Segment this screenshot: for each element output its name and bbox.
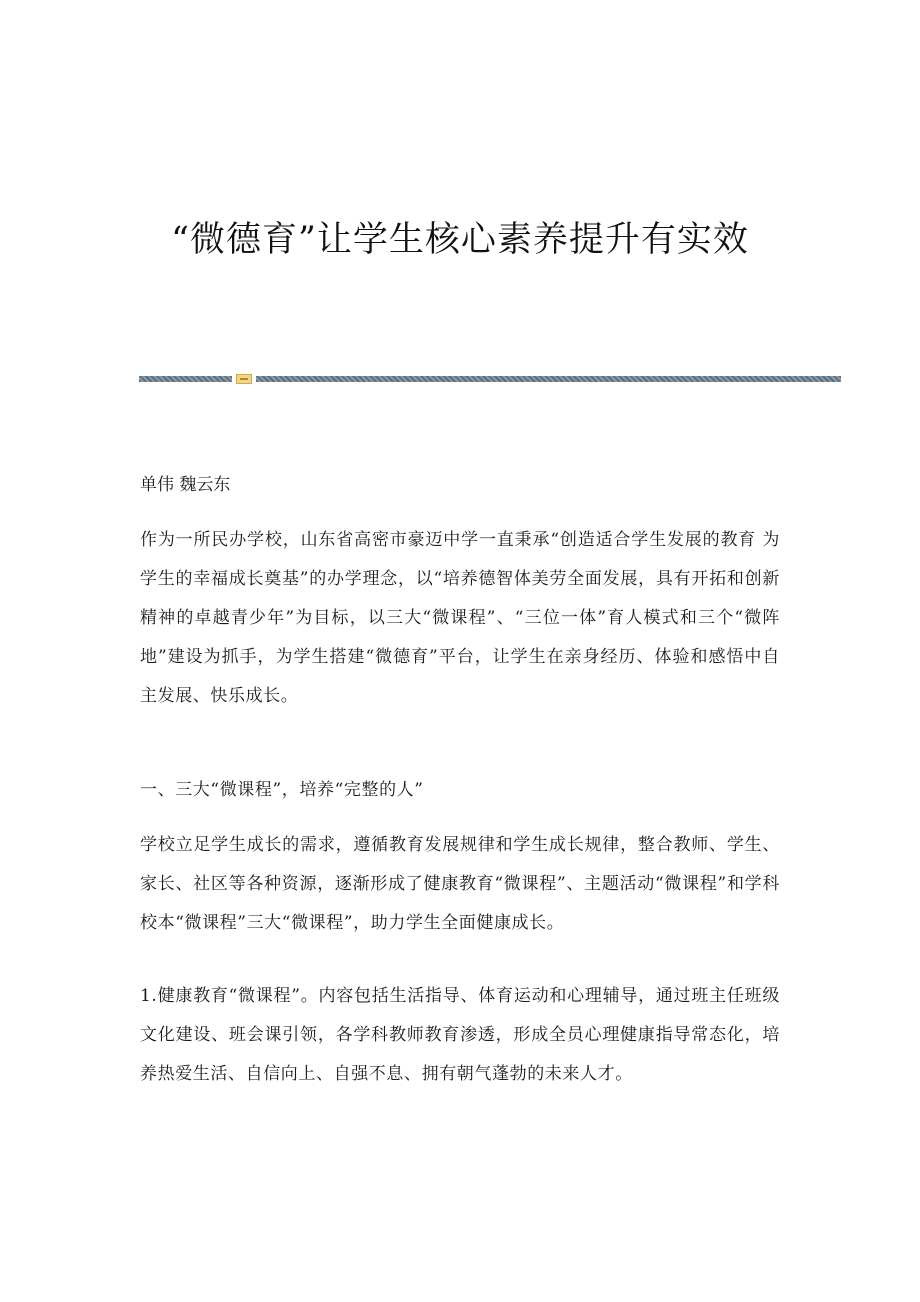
title-divider — [139, 374, 841, 384]
section-heading: 一、三大“微课程”，培养“完整的人” — [140, 780, 424, 800]
intro-paragraph: 作为一所民办学校，山东省高密市豪迈中学一直秉承“创造适合学生发展的教育 为学生的幸福成长奠基”的办学理念，以“培养德智体美劳全面发展，具有开拓和创新精神的卓越青少年”为目标，以三大“微课程”、“三位一体”育人模式和三个“微阵地”建设为抓手，为学生搭建“微德育”平台，让学生在亲身经历、体验和感悟中自主发展、快乐成长。 — [140, 530, 780, 706]
document-title: “微德育”让学生核心素养提升有实效 — [171, 220, 749, 260]
ornament-icon — [236, 374, 252, 384]
divider-bar-right — [256, 376, 841, 382]
body-paragraph-health: 1.健康教育“微课程”。内容包括生活指导、体育运动和心理辅导，通过班主任班级文化建设、班会课引领，各学科教师教育渗透，形成全员心理健康指导常态化，培养热爱生活、自信向上、自强不息、拥有朝气蓬勃的未来人才。 — [140, 986, 780, 1084]
divider-bar-left — [139, 376, 232, 382]
author-line: 单伟 魏云东 — [140, 475, 231, 495]
body-paragraph: 学校立足学生成长的需求，遵循教育发展规律和学生成长规律，整合教师、学生、家长、社区等各种资源，逐渐形成了健康教育“微课程”、主题活动“微课程”和学科校本“微课程”三大“微课程”，助力学生全面健康成长。 — [140, 835, 780, 933]
